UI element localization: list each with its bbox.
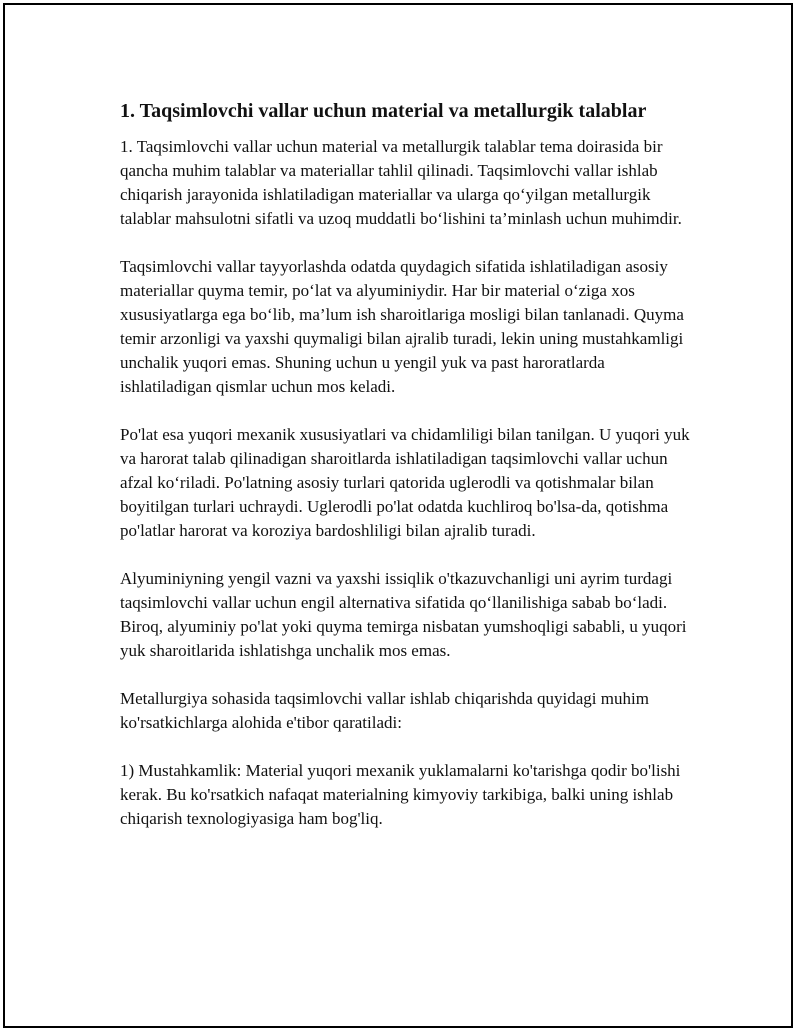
paragraph-materials: Taqsimlovchi vallar tayyorlashda odatda quydagich sifatida ishlatiladigan asosiy materiallar quyma temir, po‘lat va alyuminiydir. Har bir material o‘ziga xos xususiyatlarga ega bo‘lib, ma’lum ish sharoitlariga mosligi bilan tanlanadi. Quyma temir arzonligi va yaxshi quymaligi bilan ajralib turadi, lekin uning mustahkamligi unchalik yuqori emas. Shuning uchun u yengil yuk va past haroratlarda ishlatiladigan qismlar uchun mos keladi. [120,257,684,396]
document-title: 1. Taqsimlovchi vallar uchun material va metallurgik talablar [120,100,647,122]
paragraph-strength: 1) Mustahkamlik: Material yuqori mexanik yuklamalarni ko'tarishga qodir bo'lishi kerak. Bu ko'rsatkich nafaqat materialning kimyoviy tarkibiga, balki uning ishlab chiqarish texnologiyasiga ham bog'liq. [120,761,681,828]
paragraph-aluminium: Alyuminiyning yengil vazni va yaxshi issiqlik o'tkazuvchanligi uni ayrim turdagi taqsimlovchi vallar uchun engil alternativa sifatida qo‘llanilishiga sabab bo‘ladi. Biroq, alyuminiy po'lat yoki quyma temirga nisbatan yumshoqligi sababli, u yuqori yuk sharoitlarida ishlatishga unchalik mos emas. [120,569,687,660]
paragraph-intro: 1. Taqsimlovchi vallar uchun material va metallurgik talablar tema doirasida bir qancha muhim talablar va materiallar tahlil qilinadi. Taqsimlovchi vallar ishlab chiqarish jarayonida ishlatiladigan materiallar va ularga qo‘yilgan metallurgik talablar mahsulotni sifatli va uzoq muddatli bo‘lishini ta’minlash uchun muhimdir. [120,137,682,228]
paragraph-metallurgy: Metallurgiya sohasida taqsimlovchi vallar ishlab chiqarishda quyidagi muhim ko'rsatkichlarga alohida e'tibor qaratiladi: [120,689,649,732]
page-frame [3,3,793,1028]
document-body [120,97,700,855]
paragraph-steel: Po'lat esa yuqori mexanik xususiyatlari va chidamliligi bilan tanilgan. U yuqori yuk va harorat talab qilinadigan sharoitlarda ishlatiladigan taqsimlovchi vallar uchun afzal ko‘riladi. Po'latning asosiy turlari qatorida uglerodli va qotishmalar bilan boyitilgan turlari uchraydi. Uglerodli po'lat odatda kuchliroq bo'lsa-da, qotishma po'latlar harorat va koroziya bardoshliligi bilan ajralib turadi. [120,425,690,540]
